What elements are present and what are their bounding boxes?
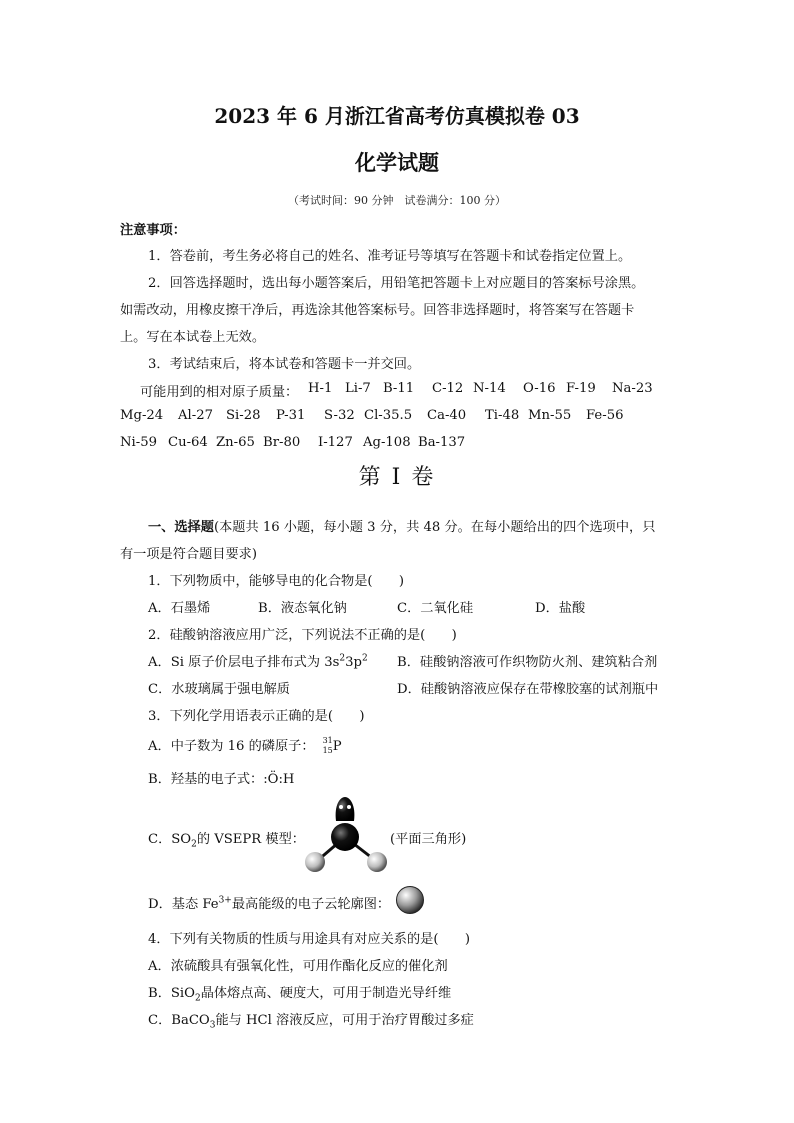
- central-atom: [331, 823, 359, 851]
- q3-element-symbol: P: [332, 739, 342, 754]
- atomic-mass-f: F-19: [566, 381, 596, 396]
- q1-option-c: C．二氧化硅: [397, 601, 474, 616]
- part-label: 一、选择题: [148, 520, 214, 535]
- q2-option-a-sup1: 2: [339, 653, 346, 664]
- q3-option-a-text: A．中子数为 16 的磷原子：: [148, 739, 315, 754]
- hydroxyl-electron-formula: :Ö:H: [263, 772, 295, 787]
- q3-option-b: [148, 768, 294, 787]
- atomic-mass-p: P-31: [276, 408, 306, 423]
- atomic-mass-li: Li-7: [345, 381, 371, 396]
- atomic-mass-s: S-32: [324, 408, 355, 423]
- atomic-mass-ca: Ca-40: [427, 408, 467, 423]
- q3-option-c-note: (平面三角形): [390, 832, 467, 847]
- q3-option-d-sup: 3+: [218, 895, 232, 906]
- q3-option-b-text: B．羟基的电子式：: [148, 772, 264, 787]
- q3-option-c-text: C．SO: [148, 832, 192, 847]
- atomic-mass-o: O-16: [523, 381, 556, 396]
- atomic-mass-zn: Zn-65: [216, 435, 255, 450]
- atomic-mass-b: B-11: [383, 381, 415, 396]
- atomic-mass-na: Na-23: [612, 381, 653, 396]
- q4-option-c-text: C．BaCO: [148, 1013, 210, 1028]
- q1-option-a: A．石墨烯: [148, 601, 211, 616]
- atomic-mass-n: N-14: [473, 381, 506, 396]
- q1-option-b: B．液态氧化钠: [258, 601, 347, 616]
- q2-option-c: C．水玻璃属于强电解质: [148, 682, 290, 697]
- atomic-mass-br: Br-80: [263, 435, 301, 450]
- part-heading: [148, 516, 655, 535]
- atomic-mass-cu: Cu-64: [168, 435, 208, 450]
- note-item-3: 3．考试结束后，将本试卷和答题卡一并交回。: [148, 357, 421, 372]
- lone-pair-lobe: [336, 797, 355, 821]
- section-title: 第 I 卷: [358, 465, 436, 490]
- q3-option-d: [148, 893, 390, 912]
- q3-mass-number: 31: [322, 735, 333, 745]
- q2-option-a-sup2: 2: [361, 653, 368, 664]
- atomic-mass-ag: Ag-108: [363, 435, 411, 450]
- part-description-line2: 有一项是符合题目要求): [120, 547, 258, 562]
- q3-atomic-number: 15: [322, 745, 333, 755]
- note-item-2-line2: 如需改动，用橡皮擦干净后，再选涂其他答案标号。回答非选择题时，将答案写在答题卡: [120, 303, 635, 318]
- atomic-mass-cl: Cl-35.5: [364, 408, 413, 423]
- notes-heading: 注意事项：: [120, 223, 186, 238]
- q2-option-b: B．硅酸钠溶液可作织物防火剂、建筑粘合剂: [397, 655, 658, 670]
- q3-option-d-suffix: 最高能级的电子云轮廓图：: [231, 897, 391, 912]
- q4-option-b: [148, 982, 452, 1004]
- atomic-mass-si: Si-28: [226, 408, 261, 423]
- q4-option-a: A．浓硫酸具有强氧化性，可用作酯化反应的催化剂: [148, 959, 448, 974]
- q4-option-b-suffix: 晶体熔点高、硬度大，可用于制造光导纤维: [200, 986, 452, 1001]
- s-orbital-cloud-icon: [395, 885, 425, 915]
- note-item-2-line1: 2．回答选择题时，选出每小题答案后，用铅笔把答题卡上对应题目的答案标号涂黑。: [148, 276, 645, 291]
- atomic-mass-fe: Fe-56: [586, 408, 624, 423]
- q4-stem: 4．下列有关物质的性质与用途具有对应关系的是( ): [148, 932, 470, 947]
- exam-subtitle: 化学试题: [355, 150, 439, 175]
- q4-option-b-text: B．SiO: [148, 986, 195, 1001]
- q3-option-a: [148, 735, 342, 754]
- q4-option-c-suffix: 能与 HCl 溶液反应，可用于治疗胃酸过多症: [215, 1013, 474, 1028]
- q4-option-c-sub: 3: [209, 1020, 216, 1031]
- ligand-atom-right: [367, 852, 387, 872]
- atomic-mass-mg: Mg-24: [120, 408, 164, 423]
- q3-nuclide-numbers: [319, 735, 333, 755]
- atomic-mass-ni: Ni-59: [120, 435, 157, 450]
- q3-option-c-sub: 2: [191, 839, 197, 850]
- atomic-mass-label: 可能用到的相对原子质量：: [140, 385, 299, 400]
- ligand-atom-left: [305, 852, 325, 872]
- q4-option-c: [148, 1009, 474, 1031]
- q3-option-d-text: D．基态 Fe: [148, 897, 219, 912]
- q3-stem: 3．下列化学用语表示正确的是( ): [148, 709, 365, 724]
- q1-stem: 1．下列物质中，能够导电的化合物是( ): [148, 574, 405, 589]
- exam-info: （考试时间：90 分钟 试卷满分：100 分）: [288, 194, 506, 207]
- q3-option-c-suffix: 的 VSEPR 模型：: [196, 832, 305, 847]
- q1-option-d: D．盐酸: [535, 601, 586, 616]
- q4-option-b-sub: 2: [194, 993, 201, 1004]
- q2-option-a-text: A．Si 原子价层电子排布式为 3s: [148, 655, 340, 670]
- q2-option-a-mid: 3p: [345, 655, 362, 670]
- part-description: (本题共 16 小题，每小题 3 分，共 48 分。在每小题给出的四个选项中，只: [213, 520, 656, 535]
- exam-title: 2023 年 6 月浙江省高考仿真模拟卷 03: [214, 104, 580, 128]
- atomic-mass-i: I-127: [318, 435, 353, 450]
- atomic-mass-al: Al-27: [178, 408, 213, 423]
- atomic-mass-ti: Ti-48: [485, 408, 520, 423]
- q2-option-a: [148, 651, 368, 670]
- q2-option-d: D．硅酸钠溶液应保存在带橡胶塞的试剂瓶中: [397, 682, 659, 697]
- q3-option-c: [148, 828, 305, 850]
- vsepr-model-icon: [300, 795, 390, 877]
- note-item-2-line3: 上。写在本试卷上无效。: [120, 330, 266, 345]
- atomic-mass-c: C-12: [432, 381, 464, 396]
- q2-stem: 2．硅酸钠溶液应用广泛，下列说法不正确的是( ): [148, 628, 457, 643]
- atomic-mass-h: H-1: [308, 381, 333, 396]
- note-item-1: 1．答卷前，考生务必将自己的姓名、准考证号等填写在答题卡和试卷指定位置上。: [148, 249, 632, 264]
- atomic-mass-mn: Mn-55: [528, 408, 572, 423]
- atomic-mass-ba: Ba-137: [418, 435, 466, 450]
